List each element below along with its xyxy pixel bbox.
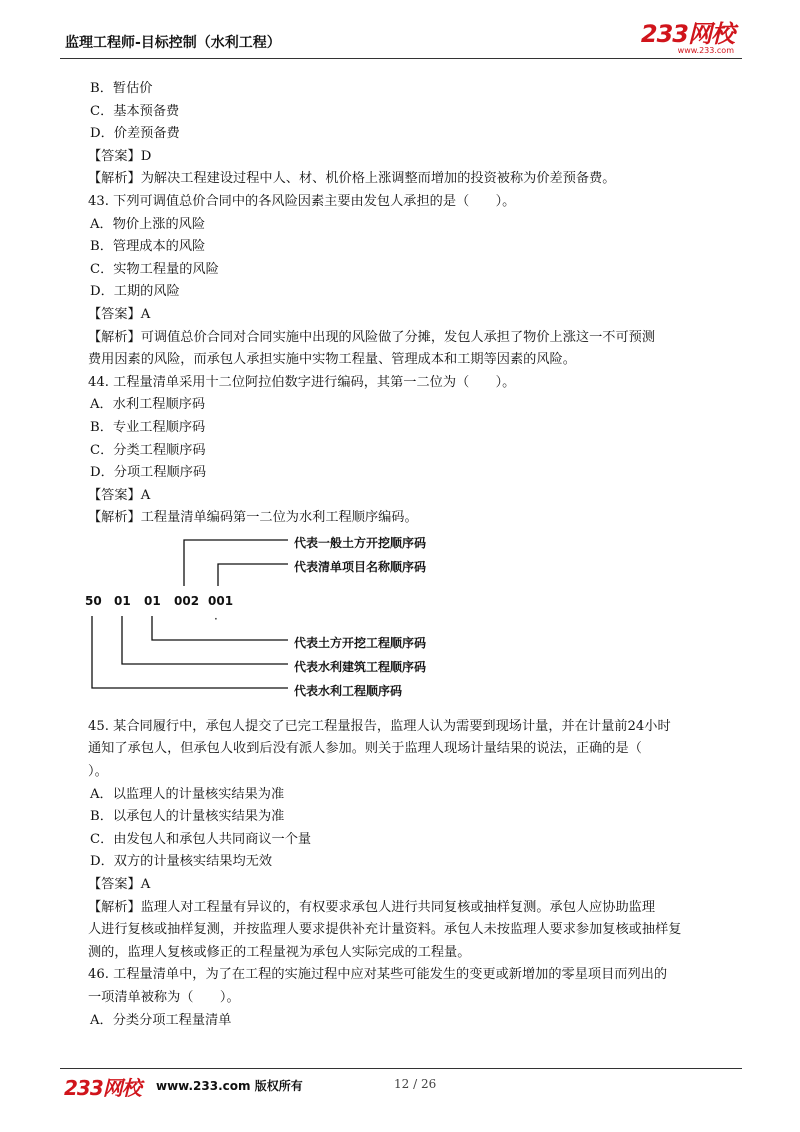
text-line: 人进行复核或抽样复测，并按监理人要求提供补充计量资料。承包人未按监理人要求参加复核或抽样复 — [88, 922, 682, 938]
option-line: D．双方的计量核实结果均无效 — [90, 854, 273, 870]
footer-divider — [60, 1068, 742, 1069]
question-block-2 — [88, 716, 744, 1032]
page-number: 12 / 26 — [394, 1077, 437, 1091]
answer-line: 【解析】监理人对工程量有异议的，有权要求承包人进行共同复核或抽样复测。承包人应协助监理 — [88, 899, 656, 915]
answer-line: 【解析】为解决工程建设过程中人、材、机价格上涨调整而增加的投资被称为价差预备费。 — [88, 171, 616, 187]
option-line: B．以承包人的计量核实结果为准 — [90, 809, 285, 825]
footer-copyright: www.233.com 版权所有 — [156, 1079, 303, 1093]
option-line: D．价差预备费 — [90, 126, 180, 142]
diagram-dot: · — [214, 611, 218, 626]
option-line: C．分类工程顺序码 — [90, 442, 206, 458]
code-structure-diagram — [84, 530, 744, 710]
text-line: 通知了承包人，但承包人收到后没有派人参加。则关于监理人现场计量结果的说法，正确的是（ — [88, 741, 642, 757]
option-line: A．水利工程顺序码 — [90, 397, 206, 413]
answer-line: 【解析】工程量清单编码第一二位为水利工程顺序编码。 — [88, 510, 418, 526]
page-footer — [64, 1072, 744, 1100]
question-block-1 — [88, 78, 744, 530]
answer-line: 【答案】A — [88, 306, 151, 322]
answer-line: 【答案】D — [88, 148, 152, 164]
question-line: 44. 工程量清单采用十二位阿拉伯数字进行编码，其第一二位为（ ）。 — [88, 374, 516, 390]
option-line: A．物价上涨的风险 — [90, 216, 206, 232]
code-50: 50 — [85, 593, 102, 608]
page-header — [60, 22, 740, 60]
text-line: 费用因素的风险，而承包人承担实施中实物工程量、管理成本和工期等因素的风险。 — [88, 352, 576, 368]
option-line: B．专业工程顺序码 — [90, 419, 206, 435]
question-line: 43. 下列可调值总价合同中的各风险因素主要由发包人承担的是（ ）。 — [88, 193, 516, 209]
header-divider — [60, 58, 742, 59]
footer-logo: 233网校 — [64, 1076, 141, 1100]
option-line: A．分类分项工程量清单 — [90, 1012, 232, 1028]
label-earthwork: 代表土方开挖工程顺序码 — [294, 635, 427, 650]
connector-002 — [184, 540, 288, 586]
answer-line: 【答案】A — [88, 487, 151, 503]
brand-logo — [641, 22, 734, 55]
connector-01-b — [152, 616, 288, 640]
question-line: 46. 工程量清单中，为了在工程的实施过程中应对某些可能发生的变更或新增加的零星项目而列出的 — [88, 967, 668, 983]
code-01-b: 01 — [144, 593, 161, 608]
code-01-a: 01 — [114, 593, 131, 608]
answer-line: 【解析】可调值总价合同对合同实施中出现的风险做了分摊，发包人承担了物价上涨这一不可预测 — [88, 329, 656, 345]
code-001: 001 — [208, 593, 234, 608]
connector-001 — [218, 564, 288, 586]
text-line: ）。 — [88, 764, 108, 780]
option-line: B．暂估价 — [90, 81, 153, 96]
code-002: 002 — [174, 593, 200, 608]
page-content — [85, 78, 744, 1032]
option-line: C．实物工程量的风险 — [90, 261, 219, 277]
document-title: 监理工程师-目标控制（水利工程） — [65, 35, 281, 51]
option-line: D．分项工程顺序码 — [90, 465, 207, 481]
brand-logo-url: www.233.com — [677, 46, 734, 55]
brand-logo-text: 233网校 — [640, 20, 734, 48]
label-item-name: 代表清单项目名称顺序码 — [294, 559, 427, 574]
option-line: A．以监理人的计量核实结果为准 — [90, 786, 285, 802]
option-line: C．由发包人和承包人共同商议一个量 — [90, 831, 312, 847]
label-general-excavation: 代表一般土方开挖顺序码 — [294, 535, 427, 550]
option-line: D．工期的风险 — [90, 284, 180, 300]
label-hydraulic-project: 代表水利工程顺序码 — [294, 683, 403, 698]
question-line: 45. 某合同履行中，承包人提交了已完工程量报告，监理人认为需要到现场计量，并在计量前24小时 — [88, 718, 671, 734]
answer-line: 【答案】A — [88, 877, 151, 893]
text-line: 一项清单被称为（ ）。 — [88, 990, 240, 1005]
option-line: C．基本预备费 — [90, 103, 180, 119]
option-line: B．管理成本的风险 — [90, 239, 206, 255]
text-line: 测的，监理人复核或修正的工程量视为承包人实际完成的工程量。 — [88, 944, 471, 960]
label-hydraulic-building: 代表水利建筑工程顺序码 — [294, 659, 427, 674]
